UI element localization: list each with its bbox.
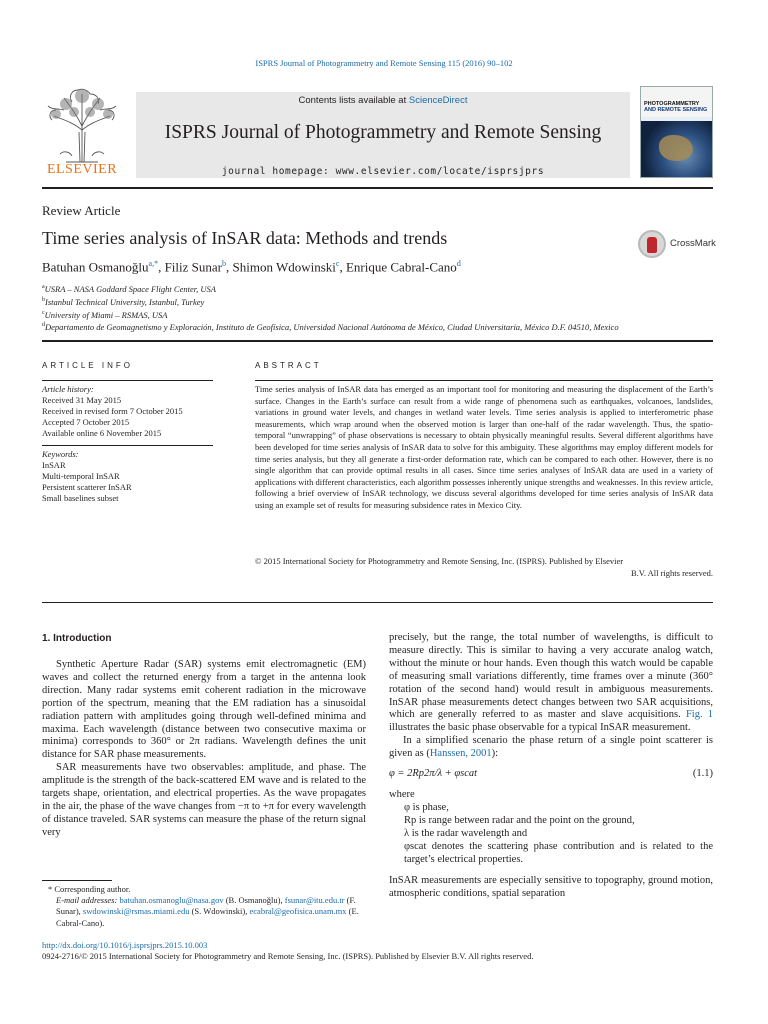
affiliation-item: $^c$University of Miami – RSMAS, USA	[42, 309, 168, 320]
body-paragraph: SAR measurements have two observables: amplitude, and phase. The amplitude is the strength of the back-scattered EM wave and is related to the targets shape, orientation, and electrical properties. As the wave propagates in the air, the phase of the wave changes from −π to +π for every wavelength of distance traveled. SAR systems can measure the phase of the return signal very	[42, 762, 366, 838]
where-item: λ is the radar wavelength and	[404, 827, 528, 839]
body-paragraph: InSAR measurements are especially sensitive to topography, ground motion, atmospheric conditions, spatial separation	[389, 875, 713, 900]
where-label: where	[389, 788, 415, 800]
crossmark-label: CrossMark	[670, 238, 716, 249]
section-heading: 1. Introduction	[42, 633, 112, 644]
email-addresses: E-mail addresses: batuhan.osmanoglu@nasa.gov (B. Osmanoğlu), fsunar@itu.edu.tr (F. Sunar), swdowinski@rsmas.miami.edu (S. Wdowinski), ecabral@geofisica.unam.mx (E. Cabral-Cano).	[56, 895, 359, 928]
publisher-wordmark: ELSEVIER	[46, 162, 118, 177]
corresponding-author-note: * Corresponding author.	[48, 884, 131, 894]
copyright-line-1: © 2015 International Society for Photogrammetry and Remote Sensing, Inc. (ISPRS). Published by Elsevier	[255, 556, 624, 566]
abstract-text: Time series analysis of InSAR data has emerged as an important tool for monitoring and measuring the displacement of the Earth’s surface. Changes in the Earth’s surface can result from a wide range of phenomena such as earthquakes, volcanoes, landslides, variations in ground water levels, and changes in wetland water levels. Time series analysis is applied to interferometric phase measurements, which wrap around when the observed motion is larger than one-half of the radar wavelength. Thus, the spatio-temporal “unwrapping” of phase observations is necessary to obtain physically meaningful results. Several different algorithms have been developed for time series analysis of InSAR data to solve for this ambiguity. These algorithms may employ different models for time series analysis, but they all generate a first-order deformation rate, which can be compared to each other. However, there is no single algorithm that can provide optimal results in all cases. Since time series analyses of InSAR data are used in a variety of applications with different characteristics, each algorithm possesses inherently unique strengths and weaknesses. In this review article, following a brief overview of InSAR technology, we discuss several algorithms developed for time series analysis of InSAR data using an example set of results for measuring subsidence rates in Mexico City.	[255, 384, 713, 510]
history-item: Available online 6 November 2015	[42, 428, 162, 438]
keyword-item: Persistent scatterer InSAR	[42, 482, 132, 492]
cover-title-line-1: PHOTOGRAMMETRY	[644, 101, 700, 107]
crossmark-button[interactable]	[638, 230, 714, 260]
history-label: Article history:	[42, 384, 94, 394]
author-affiliation-link[interactable]: b	[222, 259, 226, 268]
abstract-bottom-rule	[42, 602, 713, 603]
author-list: Batuhan Osmanoğlu$^{a,*}$, Filiz Sunar$^b$, Shimon Wdowinski$^c$, Enrique Cabral-Cano$^d$	[42, 259, 461, 275]
email-link[interactable]: swdowinski@rsmas.miami.edu	[82, 906, 190, 917]
author-name: Batuhan Osmanoğlu	[42, 259, 149, 275]
journal-cover-thumbnail[interactable]	[640, 86, 713, 178]
keywords-rule	[42, 439, 213, 446]
history-item: Accepted 7 October 2015	[42, 417, 130, 427]
keyword-item: Multi-temporal InSAR	[42, 471, 120, 481]
equation-number: (1.1)	[692, 768, 713, 780]
body-column-left	[42, 659, 366, 840]
article-info	[42, 384, 213, 504]
where-item: Rp is range between radar and the point on the ground,	[404, 814, 635, 826]
footnote	[42, 884, 366, 929]
cover-title-line-2: AND REMOTE SENSING	[644, 107, 708, 113]
affiliations	[42, 282, 619, 333]
email-link[interactable]: batuhan.osmanoglu@nasa.gov	[119, 895, 224, 906]
affiliation-divider	[42, 340, 713, 342]
issn-line: 0924-2716/© 2015 International Society for Photogrammetry and Remote Sensing, Inc. (ISPRS). Published by Elsevier B.V. All rights reserved.	[42, 951, 534, 962]
copyright-line-2: B.V. All rights reserved.	[630, 567, 713, 578]
body-column-right	[389, 632, 713, 901]
equation-body: φ = 2Rp2π/λ + φscat	[389, 768, 478, 780]
figure-link[interactable]: Fig. 1	[685, 709, 713, 721]
publication-footer	[42, 940, 713, 963]
equation-1-1	[389, 768, 713, 781]
keywords-label: Keywords:	[42, 449, 79, 459]
author-name: Enrique Cabral-Cano	[345, 259, 457, 275]
author-affiliation-link[interactable]: c	[335, 259, 340, 268]
contents-prefix: Contents lists available at	[298, 95, 409, 106]
header-divider	[42, 187, 713, 189]
affiliation-item: $^d$Departamento de Geomagnetismo y Exploración, Instituto de Geofísica, Universidad Nacional Autónoma de México, Ciudad Universitaria, México D.F. 04510, Mexico	[42, 322, 619, 333]
author-affiliation-link[interactable]: a,*	[148, 259, 159, 268]
cover-title	[644, 101, 707, 113]
author-name: Shimon Wdowinski	[232, 259, 336, 275]
elsevier-tree-icon	[42, 86, 122, 164]
elsevier-logo	[42, 86, 122, 178]
where-item: φ is phase,	[404, 801, 449, 813]
journal-reference[interactable]: ISPRS Journal of Photogrammetry and Remote Sensing 115 (2016) 90–102	[255, 58, 513, 68]
email-link[interactable]: fsunar@itu.edu.tr	[284, 895, 345, 906]
contents-line	[136, 95, 630, 106]
history-item: Received 31 May 2015	[42, 395, 122, 405]
citation-link[interactable]: Hanssen, 2001	[429, 748, 492, 760]
article-type: Review Article	[42, 203, 121, 218]
abstract-copyright	[255, 556, 713, 579]
cover-landmass	[659, 135, 693, 161]
history-item: Received in revised form 7 October 2015	[42, 406, 183, 416]
body-paragraph: precisely, but the range, the total number of wavelengths, is difficult to measure directly. This is similar to having a very accurate analog watch, without the minute or hour hands. Even though this watch would be capable of measuring small variations differently, time frames over a minute (360° rotation of the second hand) would result in ambiguous measurements. InSAR phase measurements detect changes between two SAR acquisitions, which are generally referred to as master and slave acquisitions. Fig. 1 illustrates the basic phase observable for a typical InSAR measurement.	[389, 632, 713, 734]
where-item: φscat denotes the scattering phase contribution and is related to the target’s electrical properties.	[404, 840, 713, 865]
affiliation-item: $^b$Istanbul Technical University, Istanbul, Turkey	[42, 296, 205, 307]
body-paragraph: Synthetic Aperture Radar (SAR) systems emit electromagnetic (EM) waves and collect the returned energy from a target in the antenna look direction. Many radar systems emit coherent radiation in the microwave portion of the spectrum, meaning that the EM radiation has a sinusoidal radiation pattern with amplitudes going through well-defined minima and maxima. Each wavelength (distance between two consecutive maxima or minima) corresponds to 360° or 2π radians. Wavelength defines the unit distance for SAR phase measurements.	[42, 659, 366, 761]
affiliation-item: $^a$USRA – NASA Goddard Space Flight Center, USA	[42, 283, 216, 294]
abstract-heading: ABSTRACT	[255, 361, 322, 370]
author-name: Filiz Sunar	[164, 259, 222, 275]
body-paragraph: In a simplified scenario the phase return of a single point scatterer is given as (Hanssen, 2001):	[389, 735, 713, 760]
journal-title: ISPRS Journal of Photogrammetry and Remote Sensing	[164, 122, 602, 143]
keyword-item: Small baselines subset	[42, 493, 119, 503]
doi-link[interactable]: http://dx.doi.org/10.1016/j.isprsjprs.2015.10.003	[42, 940, 208, 950]
sciencedirect-link[interactable]: ScienceDirect	[408, 95, 468, 106]
email-link[interactable]: ecabral@geofisica.unam.mx	[249, 906, 347, 917]
journal-homepage[interactable]: journal homepage: www.elsevier.com/locate/isprsjprs	[221, 166, 545, 177]
article-info-heading: ARTICLE INFO	[42, 361, 133, 370]
author-affiliation-link[interactable]: d	[456, 259, 461, 268]
footnote-rule	[42, 880, 112, 881]
keyword-item: InSAR	[42, 460, 66, 470]
article-title: Time series analysis of InSAR data: Methods and trends	[42, 228, 448, 248]
crossmark-icon	[638, 230, 666, 258]
article-info-rule	[42, 380, 213, 381]
abstract-rule	[255, 380, 713, 381]
